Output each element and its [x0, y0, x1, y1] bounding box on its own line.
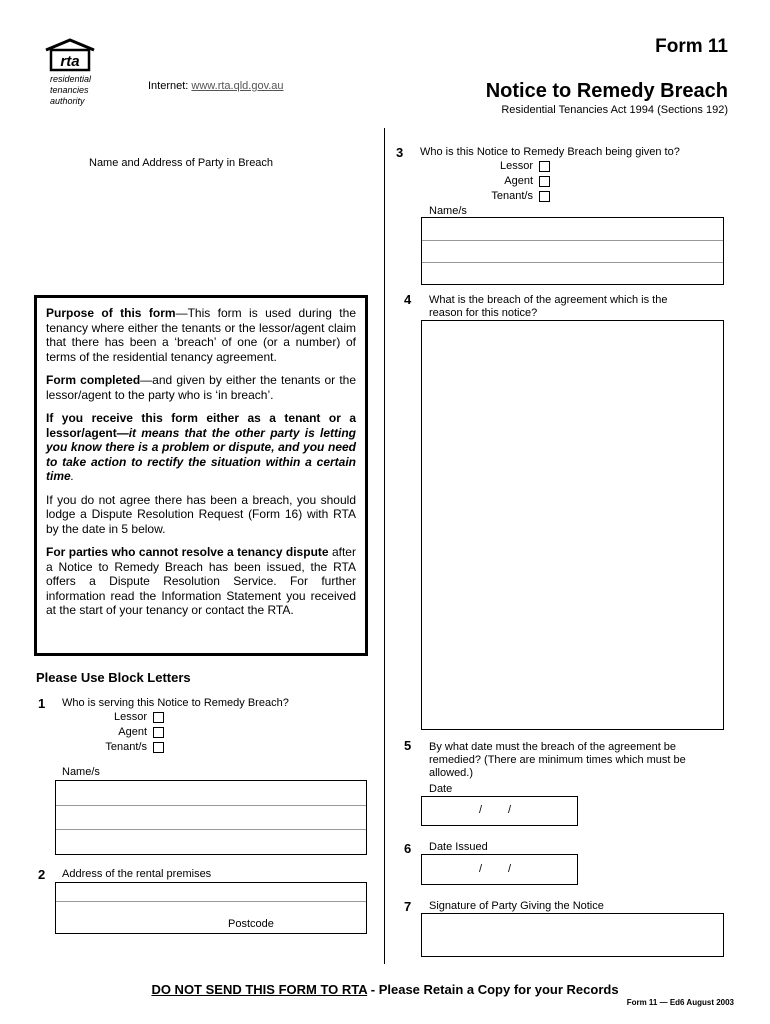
- disagree-text: If you do not agree there has been a breach, you should lodge a Dispute Resolution Request (Form 16) with RTA by the date in 5 below.: [46, 492, 356, 536]
- q2-postcode-label: Postcode: [228, 918, 274, 930]
- q6-number: 6: [404, 841, 412, 856]
- q1-lessor-label: Lessor: [113, 711, 147, 723]
- q1-agent-checkbox[interactable]: [153, 727, 164, 738]
- q3-names-label: Name/s: [429, 205, 467, 217]
- footer-rest: - Please Retain a Copy for your Records: [367, 982, 619, 997]
- footer-send: SEND THIS FORM TO RTA: [202, 982, 368, 997]
- q2-address-field[interactable]: [55, 882, 367, 934]
- q3-names-line-2: [422, 262, 723, 263]
- q1-names-field[interactable]: [55, 780, 367, 855]
- q2-number: 2: [38, 867, 46, 882]
- q5-date-label: Date: [429, 783, 453, 795]
- q3-tenants-checkbox[interactable]: [539, 191, 550, 202]
- receive-heading: If you receive this form either as a tenant or a lessor/agent: [46, 411, 356, 440]
- q7-question: Signature of Party Giving the Notice: [429, 900, 604, 912]
- q4-number: 4: [404, 292, 412, 307]
- q3-lessor-checkbox[interactable]: [539, 161, 550, 172]
- purpose-heading: Purpose of this form: [46, 306, 176, 320]
- receive-text: —it means that the other party is letting you know there is a problem or dispute, and you need to take action to rectify the situation within a certain time: [46, 425, 356, 483]
- q1-question: Who is serving this Notice to Remedy Breach?: [62, 697, 289, 709]
- q1-lessor-checkbox[interactable]: [153, 712, 164, 723]
- logo-line-2: tenancies: [50, 85, 89, 95]
- q2-address-line: [56, 901, 366, 902]
- q5-question: [429, 741, 686, 780]
- logo-line-3: authority: [50, 96, 85, 106]
- purpose-box: [34, 295, 368, 656]
- receive-end: .: [70, 469, 75, 483]
- q5-date-slash-1: /: [479, 804, 483, 816]
- q3-lessor-label: Lessor: [499, 160, 533, 172]
- block-letters-heading: Please Use Block Letters: [36, 670, 191, 685]
- house-logo-icon: [44, 38, 96, 72]
- form-completed-text: —and given by either the tenants or the lessor/agent to the party who is ‘in breach’.: [46, 373, 356, 402]
- dispute-text: after a Notice to Remedy Breach has been issued, the RTA offers a Dispute Resolution Service. For further information read the Information Statement you received at the start of your tenancy or contact the RTA.: [46, 545, 356, 617]
- page-title: Notice to Remedy Breach: [485, 80, 728, 102]
- q1-tenants-label: Tenant/s: [105, 741, 147, 753]
- q5-question-line-1: By what date must the breach of the agreement be: [429, 741, 677, 753]
- q6-date-field[interactable]: [421, 854, 578, 885]
- q3-agent-label: Agent: [504, 175, 533, 187]
- q6-date-slash-1: /: [479, 863, 483, 875]
- q5-question-line-3: allowed.): [429, 767, 474, 779]
- footer-notice: [0, 982, 770, 997]
- q1-options: [60, 710, 164, 755]
- q3-names-line-1: [422, 240, 723, 241]
- logo-caption: [50, 74, 91, 107]
- logo-abbrev: rta: [60, 53, 80, 70]
- q3-names-field[interactable]: [421, 217, 724, 285]
- q5-number: 5: [404, 738, 412, 753]
- form-number: Form 11: [655, 36, 728, 57]
- q1-names-line-1: [56, 805, 366, 806]
- q1-tenants-checkbox[interactable]: [153, 742, 164, 753]
- footer-do-not: DO NOT: [151, 982, 202, 997]
- q1-names-label: Name/s: [62, 766, 100, 778]
- q6-date-slash-2: /: [508, 863, 512, 875]
- dispute-heading: For parties who cannot resolve a tenancy dispute: [46, 545, 329, 559]
- q1-number: 1: [38, 696, 46, 711]
- q1-names-line-2: [56, 829, 366, 830]
- logo-line-1: residential: [50, 74, 92, 84]
- q4-breach-field[interactable]: [421, 320, 724, 730]
- q4-question-line-1: What is the breach of the agreement which is the: [429, 294, 668, 306]
- internet-link[interactable]: www.rta.qld.gov.au: [191, 80, 284, 92]
- q7-number: 7: [404, 899, 412, 914]
- q3-question: Who is this Notice to Remedy Breach being given to?: [420, 146, 680, 158]
- q4-question: [429, 294, 667, 320]
- rta-logo: [44, 38, 96, 72]
- q4-question-line-2: reason for this notice?: [429, 307, 538, 319]
- q3-agent-checkbox[interactable]: [539, 176, 550, 187]
- q1-agent-label: Agent: [118, 726, 147, 738]
- purpose-text: —This form is used during the tenancy where either the tenants or the lessor/agent claim that there has been a ‘breach’ of one (or a number) of terms of the residential tenancy agreement.: [46, 306, 356, 364]
- page-subtitle: Residential Tenancies Act 1994 (Sections 192): [501, 104, 728, 116]
- form-edition-note: Form 11 — Ed6 August 2003: [626, 998, 734, 1007]
- q5-date-field[interactable]: [421, 796, 578, 826]
- form-completed-heading: Form completed: [46, 373, 141, 387]
- q5-question-line-2: remedied? (There are minimum times which must be: [429, 754, 686, 766]
- column-divider: [384, 128, 385, 964]
- q7-signature-field[interactable]: [421, 913, 724, 957]
- q3-number: 3: [396, 145, 404, 160]
- q2-question: Address of the rental premises: [62, 868, 212, 880]
- party-in-breach-label: Name and Address of Party in Breach: [89, 157, 274, 169]
- internet-line: [148, 80, 284, 92]
- q3-tenants-label: Tenant/s: [491, 190, 533, 202]
- internet-label: Internet:: [148, 80, 192, 92]
- q5-date-slash-2: /: [508, 804, 512, 816]
- q6-question: Date Issued: [429, 841, 488, 853]
- q3-options: [440, 159, 550, 204]
